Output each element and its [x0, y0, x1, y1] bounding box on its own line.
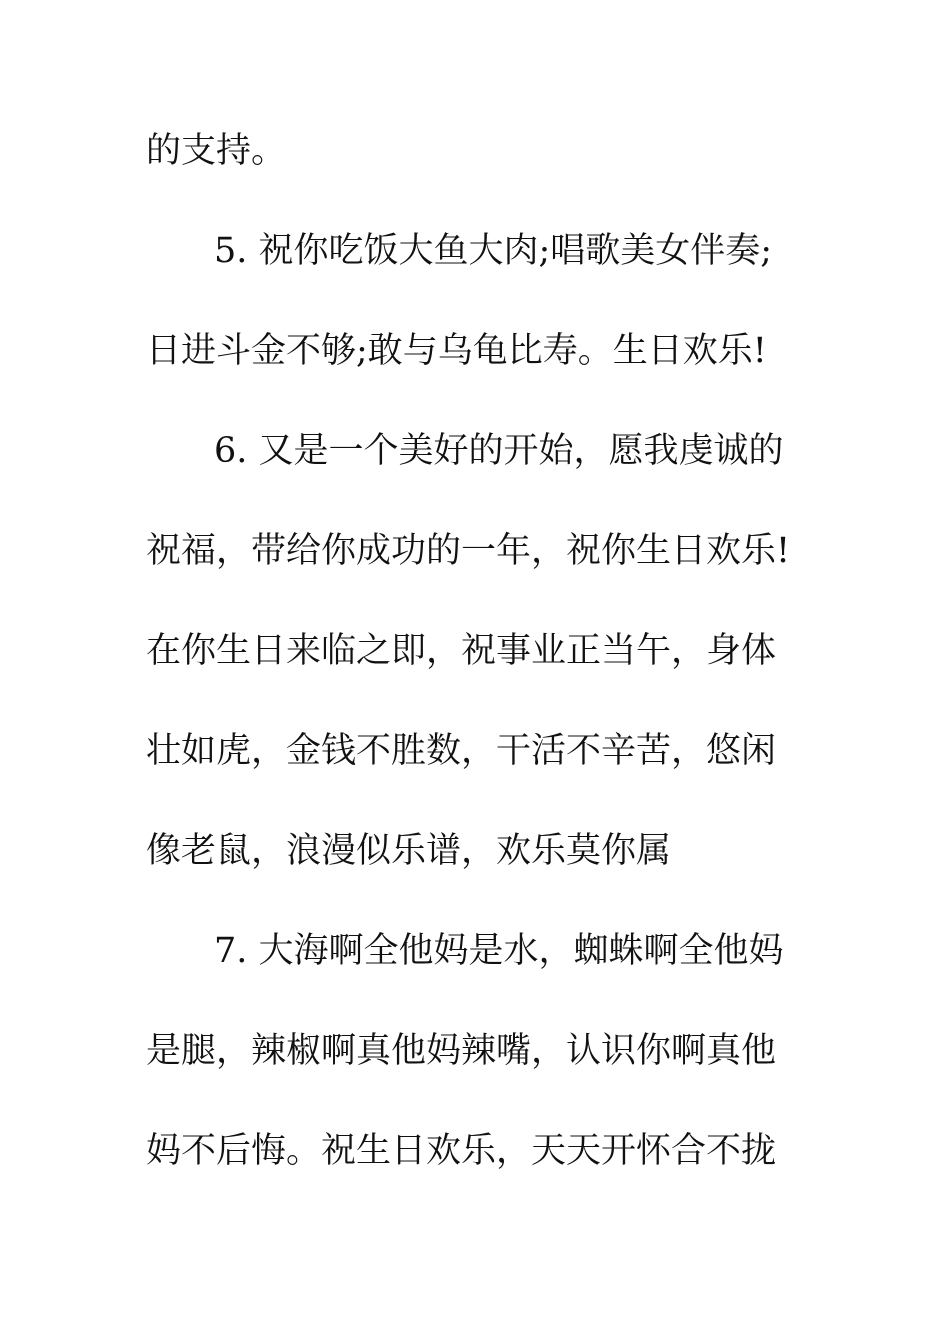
- list-item-6-line-1: 6. 又是一个美好的开始，愿我虔诚的: [214, 431, 784, 471]
- list-item-7-line-2: 是腿，辣椒啊真他妈辣嘴，认识你啊真他: [146, 1031, 777, 1071]
- list-item-5-line-1: 5. 祝你吃饭大鱼大肉;唱歌美女伴奏;: [214, 231, 773, 271]
- list-item-7-line-1: 7. 大海啊全他妈是水，蜘蛛啊全他妈: [214, 931, 784, 971]
- list-item-7-line-3: 妈不后悔。祝生日欢乐，天天开怀合不拢: [146, 1131, 777, 1171]
- list-item-5-line-2: 日进斗金不够;敢与乌龟比寿。生日欢乐!: [146, 331, 767, 371]
- text-line: 的支持。: [146, 131, 287, 171]
- list-item-6-line-5: 像老鼠，浪漫似乐谱，欢乐莫你属: [146, 831, 672, 871]
- list-item-6-line-2: 祝福，带给你成功的一年，祝你生日欢乐!: [146, 531, 791, 571]
- list-item-6-line-4: 壮如虎，金钱不胜数，干活不辛苦，悠闲: [146, 731, 777, 771]
- list-item-6-line-3: 在你生日来临之即，祝事业正当午，身体: [146, 631, 777, 671]
